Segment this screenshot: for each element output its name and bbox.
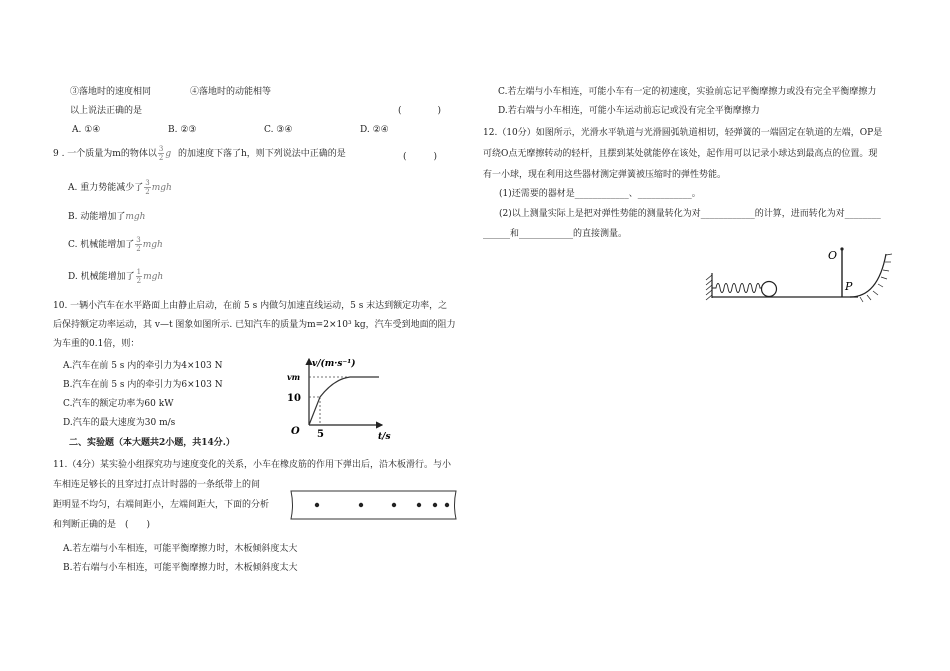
arc-hatching [860,254,892,302]
spring-apparatus [700,240,895,310]
q8-option-4: ④落地时的动能相等 [190,87,272,97]
tape-dot [417,503,421,507]
q9-option-c: C. 机械能增加了 $\frac{3}{2}$ mgh [68,236,163,253]
tape-dot [433,503,437,507]
q10-option-b: B.汽车在前 5 s 内的牵引力为6×103 N [63,380,223,390]
vt-ylabel: v/(m·s⁻¹) [312,359,356,369]
q12-sub-2: (2)以上测量实际上是把对弹性势能的测量转化为对____________的计算，进而转化为对________ [499,209,881,219]
q12-line-2: 可绕O点无摩擦转动的轻杆，且摆到某处就能停在该处，起作用可以记录小球达到最高点的位置。现 [483,149,878,159]
section-2-heading: 二、实验题（本大题共2小题，共14分.） [69,438,235,448]
q11-option-d: D.若右端与小车相连，可能小车运动前忘记或没有完全平衡摩擦力 [498,106,760,116]
tape-dot [359,503,363,507]
vt-xlabel: t/s [378,432,391,442]
label-o: O [828,249,838,262]
q11-option-b: B.若右端与小车相连，可能平衡摩擦力时，木板倾斜度太大 [63,563,298,573]
q10-option-d: D.汽车的最大速度为30 m/s [63,418,176,428]
q8-choice-a: A. ①④ [72,125,101,135]
q8-choice-b: B. ②③ [168,125,197,135]
wall-hatching [706,275,712,300]
q9-option-a: A. 重力势能减少了 $\frac{3}{2}$ mgh [68,179,172,196]
q9-fraction: $\frac{3}{2}$ [158,145,164,162]
q8-stem: 以上说法正确的是 [70,106,143,116]
q8-choice-d: D. ②④ [360,125,389,135]
pivot-o [840,247,843,250]
q9-g: g [165,149,172,159]
q12-line-3: 有一小球，现在利用这些器材测定弹簧被压缩时的弹性势能。 [483,170,727,180]
tape-dot [392,503,396,507]
q10-line-3: 为车重的0.1倍，则： [53,339,140,349]
q9-option-d: D. 机械能增加了 $\frac{1}{2}$ mgh [68,268,164,285]
label-p: P [845,280,853,293]
q8-option-3: ③落地时的速度相同 [70,87,152,97]
q9-answer-paren: ( ) [403,152,438,162]
spring [712,284,762,293]
q10-option-a: A.汽车在前 5 s 内的牵引力为4×103 N [63,361,223,371]
vt-origin-label: O [291,426,300,437]
q9-option-b: B. 动能增加了mgh [68,212,146,222]
q10-option-c: C.汽车的额定功率为60 kW [63,399,174,409]
vt-graph [282,355,402,443]
vt-10-label: 10 [287,393,301,404]
q11-option-c: C.若左端与小车相连，可能小车有一定的初速度，实验前忘记平衡摩擦力或没有完全平衡摩擦力 [498,87,877,97]
q12-line-1: 12.（10分）如图所示，光滑水平轨道与光滑圆弧轨道相切，轻弹簧的一端固定在轨道的左端，OP是 [483,128,883,138]
ball [762,282,777,297]
vt-vm-label: vm [287,372,301,382]
q11-line-4: 和判断正确的是 ( ) [53,520,151,530]
q11-line-2: 车相连足够长的且穿过打点计时器的一条纸带上的间 [53,480,261,490]
q8-choice-c: C. ③④ [264,125,293,135]
q8-answer-paren: ( ) [398,106,442,116]
paper-tape [288,488,460,522]
tape-dot [315,503,319,507]
arc-track [850,254,886,297]
q11-line-3: 距明显不均匀，右端间距小，左端间距大，下面的分析 [53,500,270,510]
vt-curve [309,377,379,425]
q9-stem [53,145,346,162]
q9-stem-pre: 9 . 一个质量为m的物体以 [53,149,157,159]
q9-stem-post: 的加速度下落了h，则下列说法中正确的是 [177,149,346,159]
q10-line-1: 10. 一辆小汽车在水平路面上由静止启动，在前 5 s 内做匀加速直线运动，5 s 末达到额定功率，之 [53,301,448,311]
q12-sub-2b: ______和____________的直接测量。 [483,229,628,239]
q12-sub-1: (1)还需要的器材是____________、____________。 [499,189,701,199]
q10-line-2: 后保持额定功率运动，其 v—t 图象如图所示. 已知汽车的质量为m=2×10³ kg，汽车受到地面的阻力 [53,320,456,330]
vt-5-label: 5 [317,429,324,440]
tape-dot [445,503,449,507]
q11-option-a: A.若左端与小车相连，可能平衡摩擦力时，木板倾斜度太大 [63,544,298,554]
q11-line-1: 11.（4分）某实验小组探究功与速度变化的关系，小车在橡皮筋的作用下弹出后，沿木板滑行。与小 [53,460,452,470]
